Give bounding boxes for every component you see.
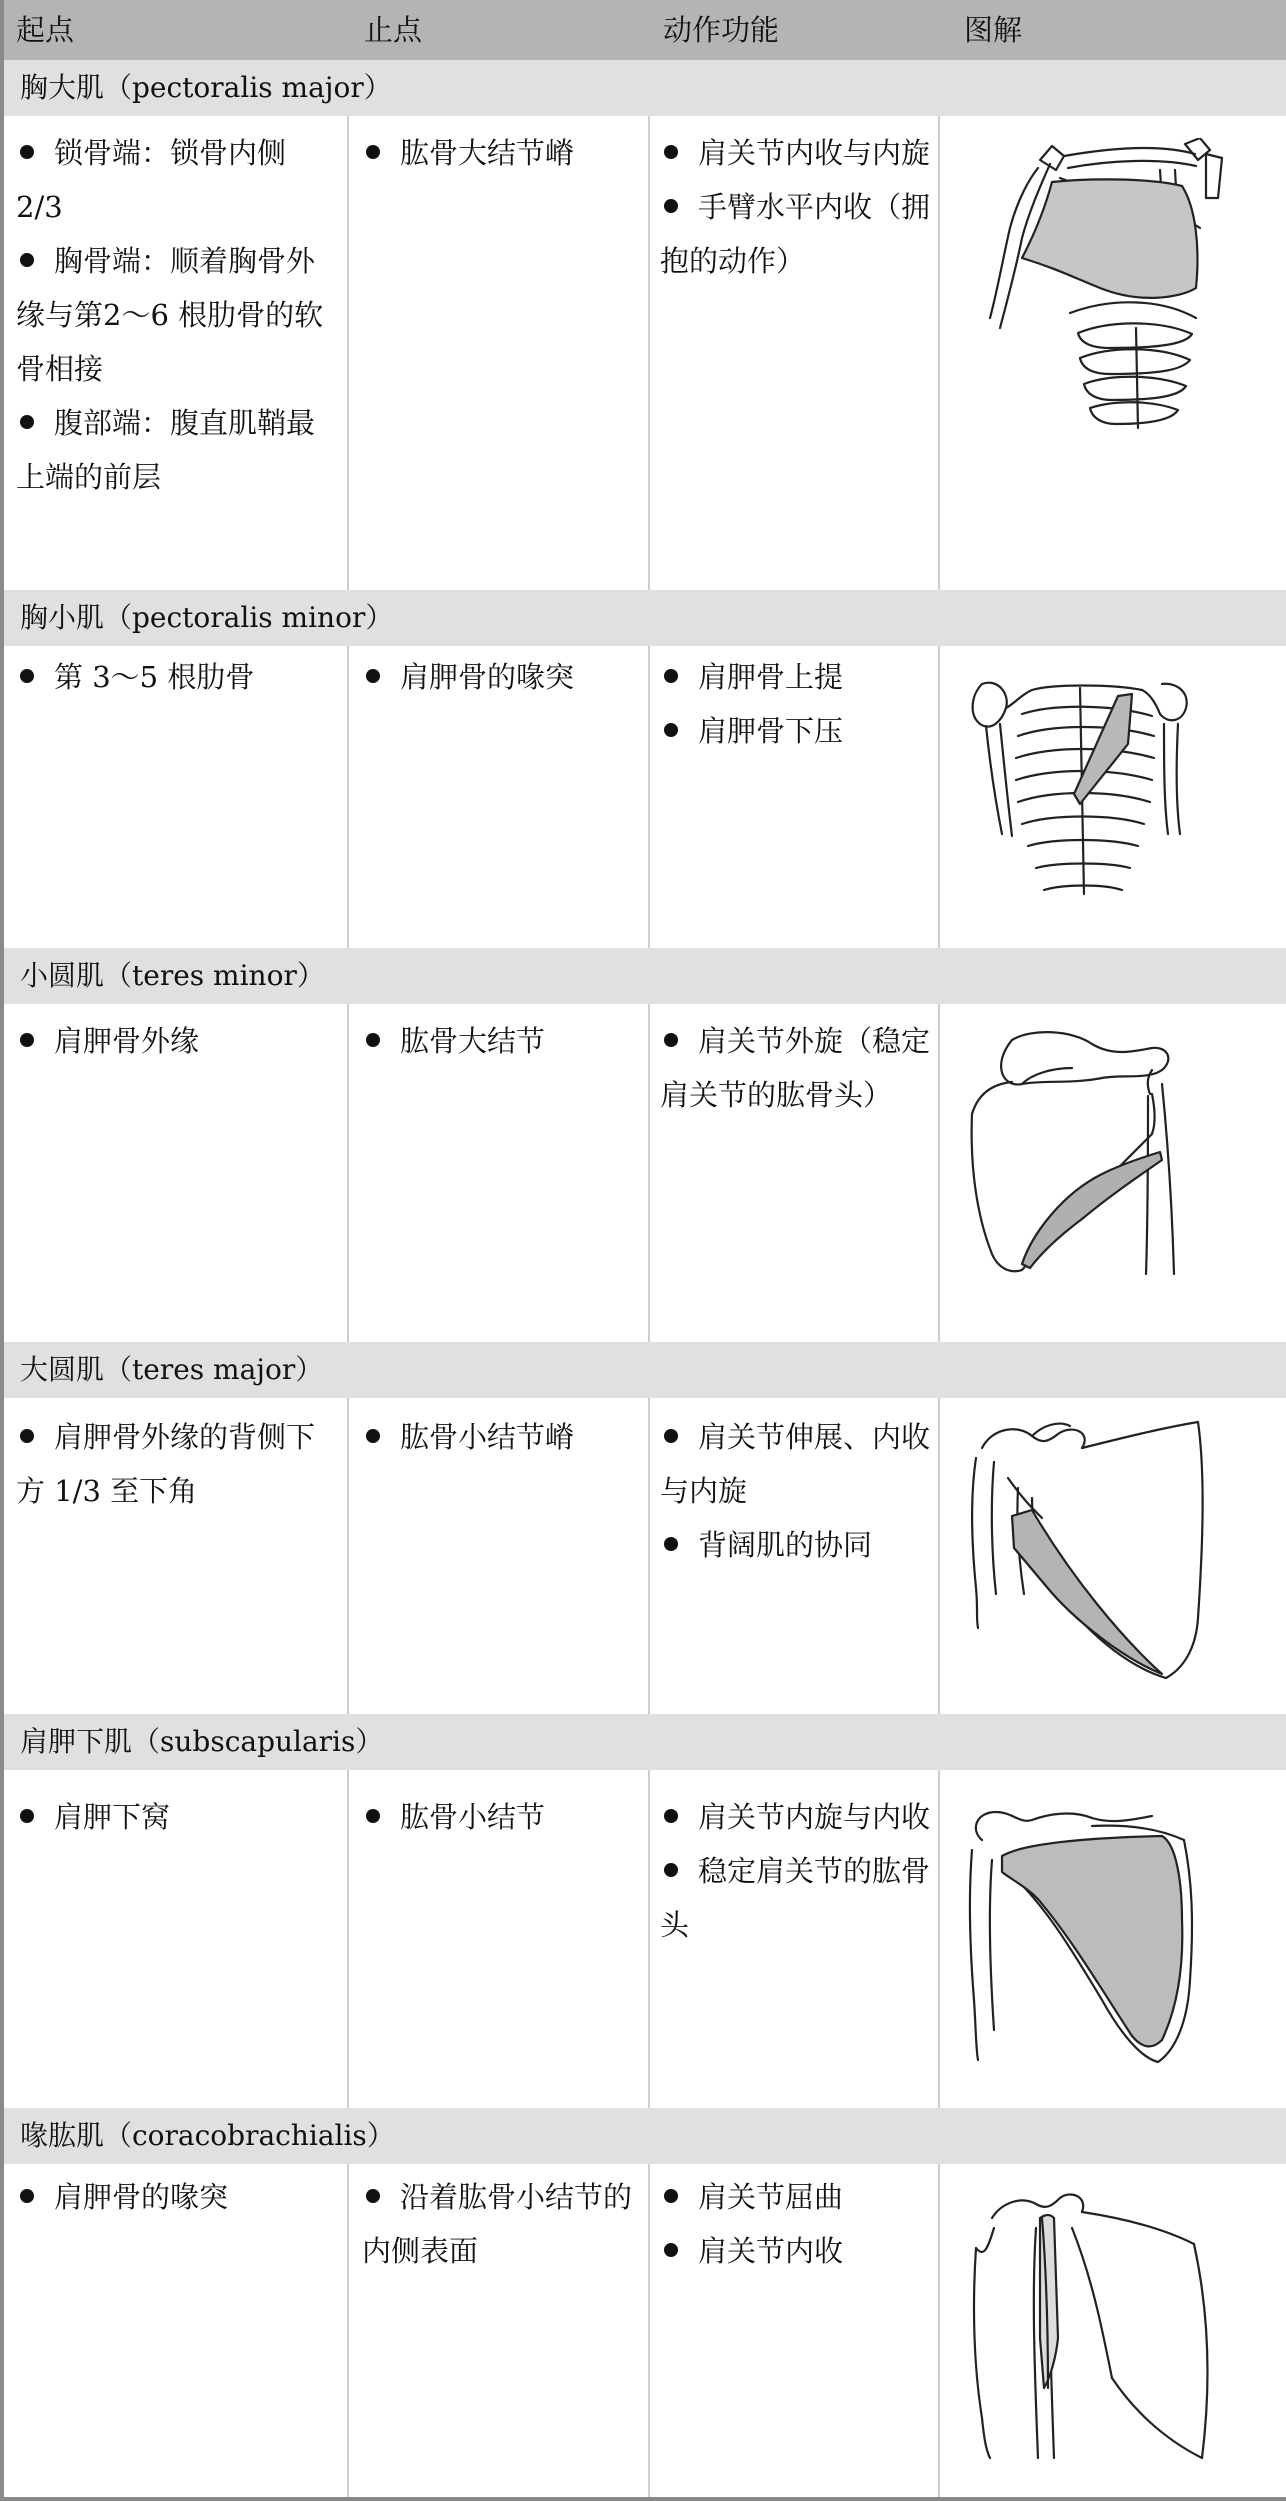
pectoralis-minor-diagram [962, 664, 1212, 914]
bullet-icon [664, 2243, 678, 2257]
origin-cell [16, 1410, 331, 1518]
header-illustration: 图解 [964, 13, 1023, 47]
list-item: 肱骨大结节嵴 [362, 126, 634, 180]
column-divider [648, 116, 650, 590]
table-header [4, 0, 1286, 60]
column-divider [938, 646, 940, 948]
function-cell [660, 2170, 930, 2278]
bullet-icon [664, 669, 678, 683]
function-cell [660, 1790, 930, 1952]
bullet-icon [366, 1429, 380, 1443]
bullet-icon [664, 1033, 678, 1047]
insertion-cell [362, 650, 634, 704]
column-divider [648, 1398, 650, 1714]
list-item: 肩胛骨上提 [660, 650, 930, 704]
column-divider [648, 1004, 650, 1342]
list-item: 肩关节内收 [660, 2224, 930, 2278]
bullet-icon [20, 1033, 34, 1047]
list-item: 锁骨端：锁骨内侧2/3 [16, 136, 287, 224]
column-divider [347, 1004, 349, 1342]
column-divider [347, 646, 349, 948]
list-item: 肩关节屈曲 [660, 2170, 930, 2224]
list-item: 稳定肩关节的肱骨头 [660, 1854, 931, 1942]
insertion-cell [362, 2170, 634, 2278]
insertion-cell [362, 1014, 634, 1068]
bottom-border [0, 2497, 1286, 2501]
list-item: 肩关节内旋与内收 [660, 1790, 930, 1844]
column-divider [648, 2164, 650, 2497]
teres-major-diagram [962, 1418, 1222, 1688]
column-divider [347, 1398, 349, 1714]
insertion-cell [362, 126, 634, 180]
bullet-icon [366, 2189, 380, 2203]
bullet-icon [664, 1429, 678, 1443]
section-pectoralis-major [4, 60, 1286, 116]
function-cell [660, 1410, 930, 1572]
function-cell [660, 650, 930, 758]
column-divider [648, 646, 650, 948]
bullet-icon [20, 1429, 34, 1443]
subscapularis-diagram [962, 1800, 1222, 2080]
origin-cell [16, 126, 331, 504]
bullet-icon [664, 145, 678, 159]
column-divider [938, 2164, 940, 2497]
bullet-icon [664, 2189, 678, 2203]
list-item: 肱骨小结节嵴 [362, 1410, 634, 1464]
section-subscapularis [4, 1714, 1286, 1770]
pectoralis-major-diagram [960, 138, 1250, 438]
header-insertion: 止点 [364, 13, 423, 47]
insertion-cell [362, 1410, 634, 1464]
origin-cell [16, 1014, 331, 1068]
bullet-icon [20, 253, 34, 267]
section-title: 胸大肌（pectoralis major） [20, 71, 392, 104]
origin-cell [16, 2170, 331, 2224]
section-teres-minor [4, 948, 1286, 1004]
origin-cell [16, 1790, 331, 1844]
list-item: 肱骨小结节 [362, 1790, 634, 1844]
column-divider [938, 1770, 940, 2108]
section-pectoralis-minor [4, 590, 1286, 646]
list-item: 肩关节外旋（稳定肩关节的肱骨头） [660, 1024, 931, 1112]
section-coracobrachialis [4, 2108, 1286, 2164]
list-item: 肩胛骨外缘 [16, 1014, 331, 1068]
bullet-icon [664, 199, 678, 213]
origin-cell [16, 650, 331, 704]
column-divider [938, 116, 940, 590]
insertion-cell [362, 1790, 634, 1844]
list-item: 肩胛骨的喙突 [16, 2170, 331, 2224]
list-item: 手臂水平内收（拥抱的动作） [660, 190, 931, 278]
section-title: 胸小肌（pectoralis minor） [20, 601, 394, 634]
bullet-icon [366, 145, 380, 159]
column-divider [347, 116, 349, 590]
section-teres-major [4, 1342, 1286, 1398]
list-item: 肩胛骨外缘的背侧下方 1/3 至下角 [16, 1420, 316, 1508]
section-title: 大圆肌（teres major） [20, 1353, 324, 1386]
column-divider [938, 1004, 940, 1342]
list-item: 沿着肱骨小结节的内侧表面 [362, 2180, 633, 2268]
teres-minor-diagram [962, 1024, 1202, 1284]
list-item: 肩胛下窝 [16, 1790, 331, 1844]
section-title: 小圆肌（teres minor） [20, 959, 325, 992]
section-title: 肩胛下肌（subscapularis） [20, 1725, 384, 1758]
coracobrachialis-diagram [962, 2188, 1232, 2468]
section-title: 喙肱肌（coracobrachialis） [20, 2119, 395, 2152]
bullet-icon [20, 1809, 34, 1823]
list-item: 肩胛骨的喙突 [362, 650, 634, 704]
function-cell [660, 1014, 930, 1122]
header-origin: 起点 [16, 13, 75, 47]
list-item: 胸骨端：顺着胸骨外缘与第2～6 根肋骨的软骨相接 [16, 244, 324, 386]
list-item: 肩胛骨下压 [660, 704, 930, 758]
list-item: 第 3～5 根肋骨 [16, 650, 331, 704]
column-divider [347, 1770, 349, 2108]
bullet-icon [664, 1537, 678, 1551]
bullet-icon [664, 1809, 678, 1823]
bullet-icon [366, 1033, 380, 1047]
bullet-icon [664, 723, 678, 737]
bullet-icon [366, 669, 380, 683]
column-divider [938, 1398, 940, 1714]
list-item: 腹部端：腹直肌鞘最上端的前层 [16, 406, 316, 494]
list-item: 肩关节伸展、内收与内旋 [660, 1420, 931, 1508]
header-function: 动作功能 [663, 13, 780, 47]
bullet-icon [664, 1863, 678, 1877]
bullet-icon [366, 1809, 380, 1823]
column-divider [347, 2164, 349, 2497]
bullet-icon [20, 2189, 34, 2203]
function-cell [660, 126, 930, 288]
column-divider [648, 1770, 650, 2108]
bullet-icon [20, 145, 34, 159]
list-item: 背阔肌的协同 [660, 1518, 930, 1572]
list-item: 肱骨大结节 [362, 1014, 634, 1068]
list-item: 肩关节内收与内旋 [660, 126, 930, 180]
bullet-icon [20, 669, 34, 683]
bullet-icon [20, 415, 34, 429]
